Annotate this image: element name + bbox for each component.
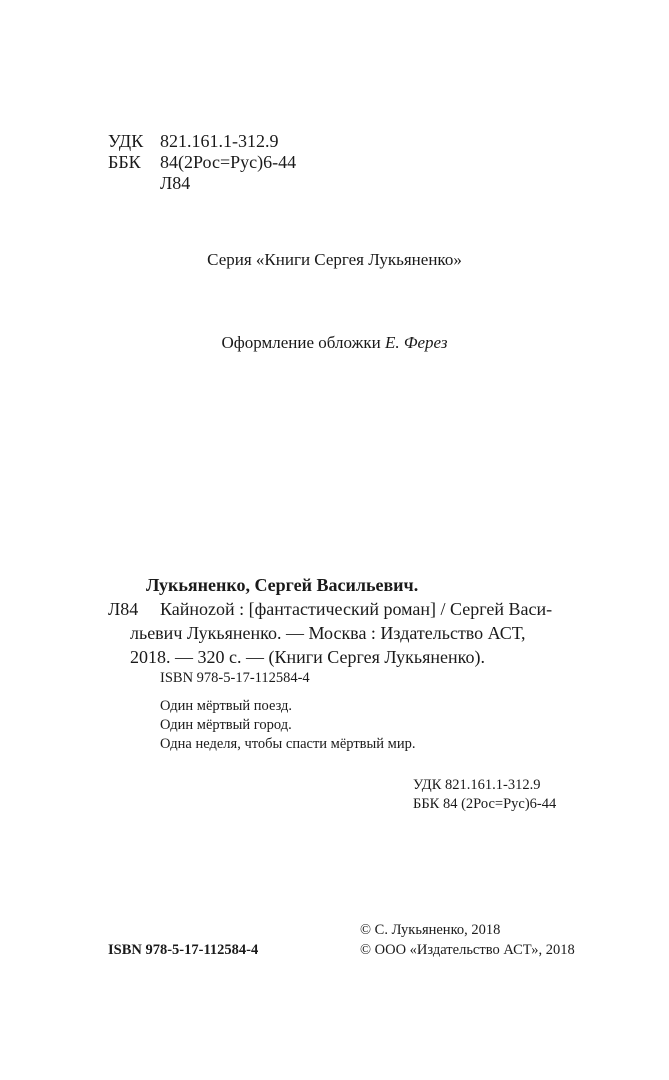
bbk-bottom: ББК 84 (2Рос=Рус)6-44 <box>413 796 557 812</box>
bbk-label: ББК <box>108 152 141 172</box>
isbn-footer: ISBN 978-5-17-112584-4 <box>108 942 259 958</box>
udk-label: УДК <box>108 131 144 151</box>
series-line: Серия «Книги Сергея Лукьяненко» <box>207 250 462 269</box>
entry-line-1: Кайноzой : [фантастический роман] / Сергей Васи- <box>160 599 553 619</box>
author-mark-top: Л84 <box>160 173 191 193</box>
author-heading: Лукьяненко, Сергей Васильевич. <box>146 575 419 595</box>
cover-designer-name: Е. Ферез <box>384 333 448 352</box>
udk-line <box>108 131 279 152</box>
copyright-author: © С. Лукьяненко, 2018 <box>360 922 501 938</box>
bbk-value: 84(2Рос=Рус)6-44 <box>160 152 297 172</box>
copyright-publisher: © ООО «Издательство АСТ», 2018 <box>360 942 575 958</box>
entry-line-3: 2018. — 320 с. — (Книги Сергея Лукьяненко). <box>130 647 485 667</box>
cover-design-label: Оформление обложки <box>221 333 381 352</box>
annotation-line-1: Один мёртвый поезд. <box>160 698 293 714</box>
annotation-line-2: Один мёртвый город. <box>160 717 292 733</box>
bbk-line <box>108 152 296 173</box>
isbn-small: ISBN 978-5-17-112584-4 <box>160 670 310 686</box>
udk-bottom: УДК 821.161.1-312.9 <box>413 777 541 793</box>
annotation-line-3: Одна неделя, чтобы спасти мёртвый мир. <box>160 736 416 752</box>
author-mark-entry: Л84 <box>108 599 139 619</box>
entry-line-2: льевич Лукьяненко. — Москва : Издательство АСТ, <box>130 623 526 643</box>
cover-design-line <box>0 333 669 353</box>
udk-value: 821.161.1-312.9 <box>160 131 279 151</box>
